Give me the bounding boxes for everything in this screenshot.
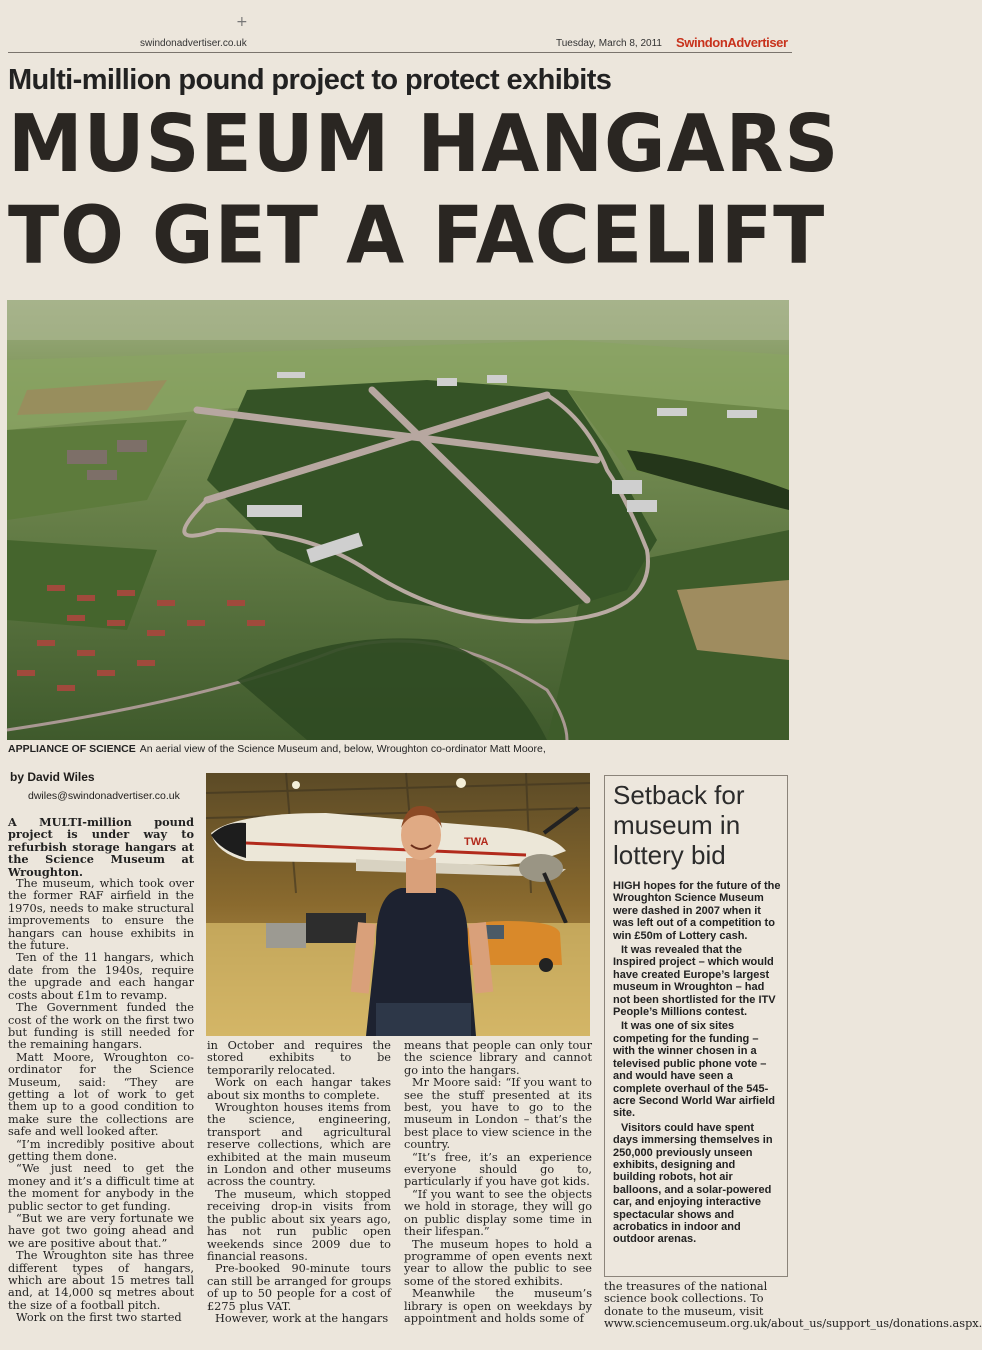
article-paragraph: However, work at the hangars bbox=[215, 1311, 389, 1325]
caption-text: An aerial view of the Science Museum and, below, Wroughton co-ordinator Matt Moore, bbox=[139, 743, 546, 755]
headline-line2: TO GET A FACELIFT bbox=[8, 188, 826, 282]
article-paragraph: “If you want to see the objects we hold in storage, they will go on public display some time in their lifespan.” bbox=[404, 1187, 592, 1239]
article-column-3 bbox=[404, 1040, 592, 1325]
article-paragraph: Wroughton houses items from the science, engineering, transport and agricultural reserve collections, which are exhibited at the main museum in London and other museums across the country. bbox=[207, 1101, 391, 1189]
aircraft-marking: TWA bbox=[464, 836, 489, 848]
article-paragraph: A MULTI-million pound project is under way to refurbish storage hangars at the Science Museum at Wroughton. bbox=[8, 815, 194, 879]
header-rule bbox=[8, 52, 792, 53]
article-paragraph: Work on the first two started bbox=[16, 1311, 182, 1325]
article-paragraph: The Wroughton site has three different types of hangars, which are about 15 metres tall and, at 14,000 sq metres about the size of a football pitch. bbox=[8, 1249, 194, 1312]
sidebar-title: Setback for museum in lottery bid bbox=[613, 780, 745, 870]
article-paragraph: Work on each hangar takes about six months to complete. bbox=[207, 1076, 391, 1102]
header-site-url: swindonadvertiser.co.uk bbox=[140, 38, 247, 49]
article-paragraph: “We just need to get the money and it’s a difficult time at the moment for anybody in the public sector to get funding. bbox=[8, 1162, 194, 1213]
article-column-2 bbox=[207, 1040, 391, 1325]
headline-line1: MUSEUM HANGARS bbox=[8, 96, 840, 191]
article-column-1 bbox=[8, 816, 194, 1325]
article-paragraph: Pre-booked 90-minute tours can still be arranged for groups of up to 50 people for a cost of £275 plus VAT. bbox=[207, 1262, 391, 1313]
article-paragraph: Matt Moore, Wroughton co-ordinator for the Science Museum, said: “They are getting a lot of work to get them up to a good condition to make sure the collections are safe and well looked after. bbox=[8, 1050, 194, 1139]
article-paragraph: The Government funded the cost of the work on the first two but funding is still needed for the remaining hangars. bbox=[8, 1001, 194, 1052]
masthead-logo bbox=[676, 35, 788, 50]
masthead-part1: Swindon bbox=[676, 35, 728, 50]
sidebar-body bbox=[613, 880, 781, 1248]
article-column-4 bbox=[604, 1280, 982, 1331]
sidebar-paragraph: Visitors could have spent days immersing themselves in 250,000 previously unseen exhibits, designing and building robots, hot air balloons, and a solar-powered car, and enjoying interactive spectacular shows and acrobatics in indoor and outdoor arenas. bbox=[613, 1121, 773, 1246]
caption-label: APPLIANCE OF SCIENCE bbox=[8, 743, 136, 755]
byline: by David Wiles bbox=[10, 770, 95, 784]
masthead-part2: Advertiser bbox=[727, 35, 788, 50]
matt-moore-photo bbox=[206, 773, 590, 1036]
article-paragraph: Mr Moore said: “If you want to see the stuff presented at its best, you have to go to the museum in London – that’s the best place to view science in the country. bbox=[404, 1076, 592, 1152]
photo-caption bbox=[8, 743, 790, 755]
aerial-photo bbox=[7, 300, 789, 740]
article-paragraph: The museum, which stopped receiving drop-in visits from the public about six years ago, has not run public open weekends since 2009 due to financial reasons. bbox=[207, 1187, 391, 1263]
article-paragraph: “It’s free, it’s an experience everyone should go to, particularly if you have got kids. bbox=[404, 1150, 592, 1189]
article-paragraph: “I’m incredibly positive about getting them done. bbox=[8, 1137, 194, 1163]
sidebar-paragraph: HIGH hopes for the future of the Wroughton Science Museum were dashed in 2007 when it was left out of a competition to win £50m of Lottery cash. bbox=[613, 880, 781, 942]
article-paragraph: Ten of the 11 hangars, which date from the 1940s, require the upgrade and each hangar costs about £1m to revamp. bbox=[8, 951, 194, 1002]
article-paragraph: Meanwhile the museum’s library is open on weekdays by appointment and holds some of bbox=[404, 1287, 592, 1325]
article-paragraph: The museum, which took over the former RAF airfield in the 1970s, needs to make structural improvements to ensure the hangars can house exhibits in the future. bbox=[8, 877, 194, 953]
sidebar-box bbox=[604, 775, 788, 1277]
headline bbox=[8, 96, 840, 282]
article-paragraph: The museum hopes to hold a programme of open events next year to allow the public to see some of the stored exhibits. bbox=[404, 1237, 592, 1288]
article-paragraph: in October and requires the stored exhibits to be temporarily relocated. bbox=[207, 1039, 391, 1077]
article-paragraph: means that people can only tour the science library and cannot go into the hangars. bbox=[404, 1039, 592, 1077]
article-paragraph: “But we are very fortunate we have got two going ahead and we are positive about that.” bbox=[8, 1212, 194, 1250]
registration-mark: + bbox=[236, 14, 248, 30]
author-email: dwiles@swindonadvertiser.co.uk bbox=[28, 790, 180, 802]
article-paragraph: the treasures of the national science book collections. To donate to the museum, visit www.sciencemuseum.org.uk/about_us/support_us/donations.aspx. bbox=[604, 1280, 982, 1331]
sidebar-paragraph: It was one of six sites competing for the funding – with the winner chosen in a televised public phone vote – and would have seen a complete overhaul of the 545-acre Second World War airfield site. bbox=[613, 1020, 775, 1120]
sidebar-paragraph: It was revealed that the Inspired project – which would have created Europe’s largest museum in Wroughton – had not been shortlisted for the ITV People’s Millions contest. bbox=[613, 944, 776, 1019]
kicker: Multi-million pound project to protect exhibits bbox=[8, 64, 612, 96]
header-date: Tuesday, March 8, 2011 bbox=[556, 38, 662, 49]
